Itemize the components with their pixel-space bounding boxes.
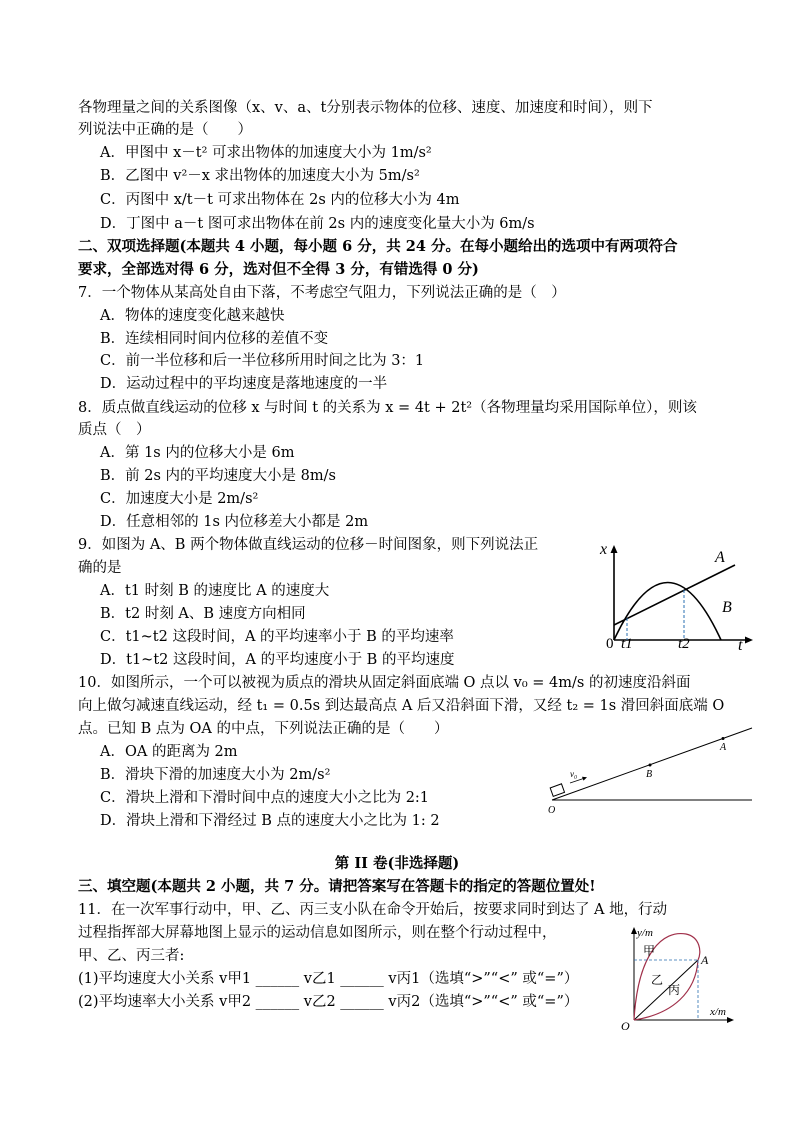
q10-diagram-v0: v₀ bbox=[570, 769, 578, 779]
q7-option-d: D．运动过程中的平均速度是落地速度的一半 bbox=[100, 376, 388, 392]
part2-title: 第 II 卷(非选择题) bbox=[334, 855, 460, 872]
q11-motion-graph bbox=[618, 922, 743, 1034]
q11-graph-yi: 乙 bbox=[651, 973, 664, 987]
q9-graph-origin: 0 bbox=[606, 636, 614, 650]
q9-graph-label-a: A bbox=[715, 549, 725, 566]
q8-stem-line-2: 质点（ ） bbox=[78, 422, 151, 438]
q7-option-b: B．连续相同时间内位移的差值不变 bbox=[100, 331, 329, 347]
q10-incline-diagram bbox=[540, 720, 755, 820]
q9-option-d: D．t1~t2 这段时间，A 的平均速度小于 B 的平均速度 bbox=[100, 652, 455, 668]
q11-graph-x-label: x/m bbox=[710, 1006, 726, 1018]
q9-option-c: C．t1~t2 这段时间，A 的平均速率小于 B 的平均速率 bbox=[100, 629, 454, 645]
intro-option-b: B．乙图中 v²－x 求出物体的加速度大小为 5m/s² bbox=[100, 168, 420, 184]
q10-option-b: B．滑块下滑的加速度大小为 2m/s² bbox=[100, 767, 331, 783]
q7-stem: 7．一个物体从某高处自由下落，不考虑空气阻力，下列说法正确的是（ ） bbox=[78, 285, 566, 301]
q10-stem-line-1: 10．如图所示，一个可以被视为质点的滑块从固定斜面底端 O 点以 v₀ = 4m/s 的初速度沿斜面 bbox=[78, 675, 691, 691]
q10-stem-line-2: 向上做匀减速直线运动，经 t₁ = 0.5s 到达最高点 A 后又沿斜面下滑，又经 t₂ = 1s 滑回斜面底端 O bbox=[78, 698, 725, 714]
section3-heading: 三、填空题(本题共 2 小题，共 7 分。请把答案写在答题卡的指定的答题位置处! bbox=[78, 878, 596, 895]
q9-option-a: A．t1 时刻 B 的速度比 A 的速度大 bbox=[100, 583, 330, 599]
q11-graph-origin: O bbox=[621, 1019, 630, 1033]
q9-position-time-graph bbox=[598, 540, 758, 650]
q9-graph-y-label: x bbox=[600, 541, 608, 558]
q9-graph-t1: t1 bbox=[621, 636, 633, 650]
q11-graph-y-label: y/m bbox=[637, 927, 653, 939]
intro-option-a: A．甲图中 x－t² 可求出物体的加速度大小为 1m/s² bbox=[100, 145, 432, 161]
section2-heading-line-1: 二、双项选择题(本题共 4 小题，每小题 6 分，共 24 分。在每小题给出的选项中有两项符合 bbox=[78, 238, 678, 255]
intro-option-c: C．丙图中 x/t－t 可求出物体在 2s 内的位移大小为 4m bbox=[100, 192, 460, 208]
q9-stem-line-1: 9．如图为 A、B 两个物体做直线运动的位移－时间图象，则下列说法正 bbox=[78, 537, 539, 553]
section2-heading-line-2: 要求，全部选对得 6 分，选对但不全得 3 分，有错选得 0 分) bbox=[78, 261, 479, 278]
q11-stem-line-2: 过程指挥部大屏幕地图上显示的运动信息如图所示，则在整个行动过程中， bbox=[78, 925, 557, 941]
q11-stem-line-1: 11．在一次军事行动中，甲、乙、丙三支小队在命令开始后，按要求同时到达了 A 地，行动 bbox=[78, 902, 668, 918]
intro-line-2: 列说法中正确的是（ ） bbox=[78, 122, 252, 138]
q9-graph-t2: t2 bbox=[678, 636, 690, 650]
q10-option-d: D．滑块上滑和下滑经过 B 点的速度大小之比为 1: 2 bbox=[100, 813, 440, 829]
q9-graph-label-b: B bbox=[722, 599, 732, 616]
q10-stem-line-3: 点。已知 B 点为 OA 的中点，下列说法正确的是（ ） bbox=[78, 721, 449, 737]
q10-diagram-a: A bbox=[720, 742, 727, 753]
q7-option-a: A．物体的速度变化越来越快 bbox=[100, 308, 285, 324]
q8-option-c: C．加速度大小是 2m/s² bbox=[100, 491, 259, 507]
q11-item-2: (2)平均速率大小关系 v甲2 ______ v乙2 ______ v丙2（选填“>”“<” 或“=”） bbox=[78, 994, 579, 1010]
q11-graph-point-a: A bbox=[701, 953, 709, 967]
q8-stem-line-1: 8．质点做直线运动的位移 x 与时间 t 的关系为 x = 4t + 2t²（各物理量均采用国际单位），则该 bbox=[78, 400, 697, 416]
q8-option-d: D．任意相邻的 1s 内位移差大小都是 2m bbox=[100, 514, 369, 530]
q10-option-c: C．滑块上滑和下滑时间中点的速度大小之比为 2:1 bbox=[100, 790, 430, 806]
q11-graph-jia: 甲 bbox=[643, 944, 656, 958]
intro-line-1: 各物理量之间的关系图像（x、v、a、t分别表示物体的位移、速度、加速度和时间），则下 bbox=[78, 100, 653, 116]
q11-item-1: (1)平均速度大小关系 v甲1 ______ v乙1 ______ v丙1（选填“>”“<” 或“=”） bbox=[78, 971, 579, 987]
q10-diagram-o: O bbox=[548, 805, 556, 816]
q7-option-c: C．前一半位移和后一半位移所用时间之比为 3：1 bbox=[100, 353, 425, 369]
q10-diagram-b: B bbox=[646, 769, 653, 780]
q11-graph-bing: 丙 bbox=[668, 983, 681, 997]
q9-stem-line-2: 确的是 bbox=[78, 560, 122, 576]
q10-option-a: A．OA 的距离为 2m bbox=[100, 744, 238, 760]
q9-graph-x-label: t bbox=[738, 637, 743, 650]
q9-option-b: B．t2 时刻 A、B 速度方向相同 bbox=[100, 606, 306, 622]
q8-option-b: B．前 2s 内的平均速度大小是 8m/s bbox=[100, 468, 336, 484]
q11-stem-line-3: 甲、乙、丙三者: bbox=[78, 948, 185, 964]
q8-option-a: A．第 1s 内的位移大小是 6m bbox=[100, 445, 295, 461]
intro-option-d: D．丁图中 a－t 图可求出物体在前 2s 内的速度变化量大小为 6m/s bbox=[100, 216, 535, 232]
